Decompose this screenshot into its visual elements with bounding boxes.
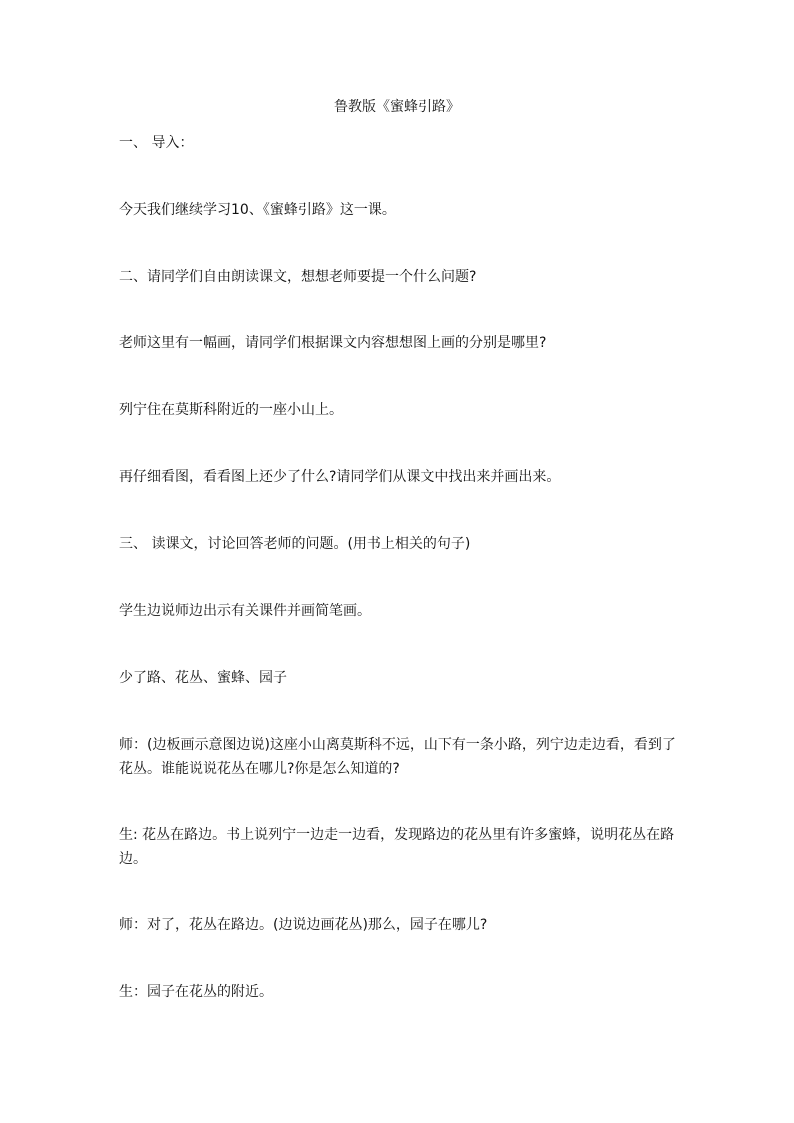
paragraph-section-three: 三、 读课文，讨论回答老师的问题。(用书上相关的句子) — [119, 536, 471, 552]
paragraph-teacher-garden: 师：对了，花丛在路边。(边说边画花丛)那么，园子在哪儿? — [119, 917, 488, 933]
paragraph-intro-text: 今天我们继续学习10、《蜜蜂引路》这一课。 — [119, 202, 396, 218]
paragraph-teacher-draws: 师：(边板画示意图边说)这座小山离莫斯科不远，山下有一条小路，列宁边走边看，看到了花丛。谁能说说花丛在哪儿?你是怎么知道的? — [119, 737, 676, 777]
paragraph-picture-question: 老师这里有一幅画，请同学们根据课文内容想想图上画的分别是哪里? — [119, 335, 547, 351]
paragraph-student-garden: 生：园子在花丛的附近。 — [119, 984, 273, 1000]
paragraph-section-two: 二、请同学们自由朗读课文，想想老师要提一个什么问题? — [119, 269, 477, 285]
paragraph-student-answer: 生: 花丛在路边。书上说列宁一边走一边看，发现路边的花丛里有许多蜜蜂，说明花丛在路边。 — [119, 827, 675, 867]
paragraph-student-speaks: 学生边说师边出示有关课件并画简笔画。 — [119, 603, 371, 619]
paragraph-lenin-home: 列宁住在莫斯科附近的一座小山上。 — [119, 402, 343, 418]
paragraph-look-again: 再仔细看图，看看图上还少了什么?请同学们从课文中找出来并画出来。 — [119, 469, 561, 485]
paragraph-missing-items: 少了路、花丛、蜜蜂、园子 — [119, 670, 287, 686]
paragraph-intro-heading: 一、 导入： — [119, 135, 194, 151]
document-title: 鲁教版《蜜蜂引路》 — [334, 99, 460, 115]
